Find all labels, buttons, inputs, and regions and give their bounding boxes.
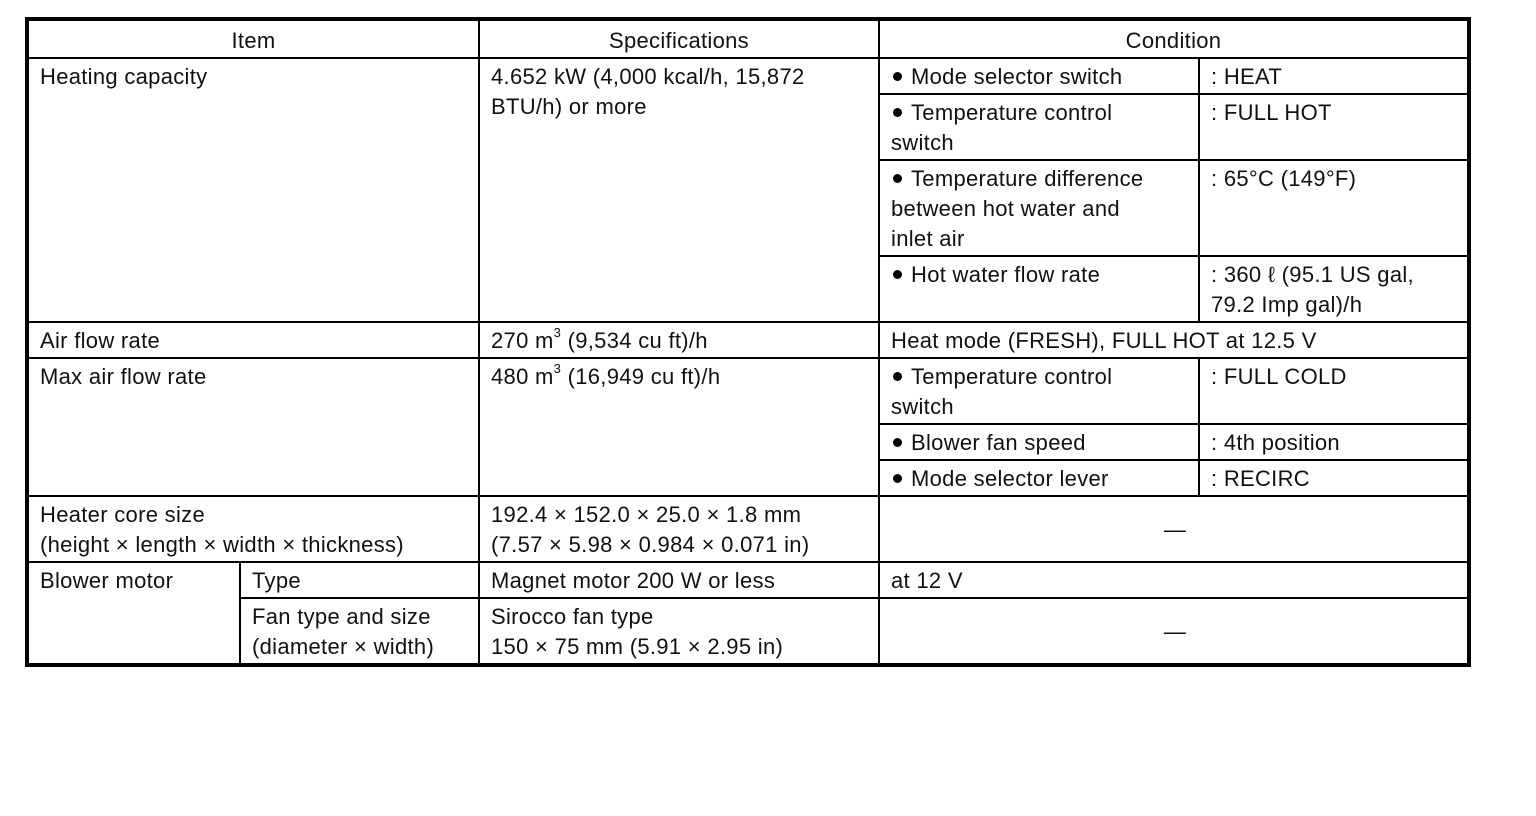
bullet-icon [893, 270, 902, 279]
table-row-heatercore [27, 496, 1469, 562]
maxairflow-item: Max air flow rate [27, 358, 479, 496]
condition-value: : 65°C (149°F) [1199, 160, 1469, 256]
maxairflow-spec: 480 $m^3$ (16,949 cu ft)/h [479, 358, 879, 496]
heating-spec [479, 58, 879, 322]
heating-spec-line2: BTU/h) or more [491, 94, 647, 119]
heating-spec-line1: 4.652 kW (4,000 kcal/h, 15,872 [491, 64, 805, 89]
condition-value: : FULL HOT [1199, 94, 1469, 160]
header-item: Item [27, 19, 479, 58]
heatercore-item: Heater core size (height × length × width × thickness) [27, 496, 479, 562]
condition-value: : HEAT [1199, 58, 1469, 94]
bullet-icon [893, 174, 902, 183]
condition-label: Mode selector lever [879, 460, 1199, 496]
condition-label: Hot water flow rate [879, 256, 1199, 322]
condition-value: : FULL COLD [1199, 358, 1469, 424]
blower-type-spec: Magnet motor 200 W or less [479, 562, 879, 598]
table-row-blower-type [27, 562, 1469, 598]
blower-fan-spec: Sirocco fan type 150 × 75 mm (5.91 × 2.95 in) [479, 598, 879, 665]
airflow-condition: Heat mode (FRESH), FULL HOT at 12.5 V [879, 322, 1469, 358]
airflow-item: Air flow rate [27, 322, 479, 358]
condition-value: : RECIRC [1199, 460, 1469, 496]
condition-label: Mode selector switch [879, 58, 1199, 94]
header-row [27, 19, 1469, 58]
bullet-icon [893, 72, 902, 81]
blower-fan-condition: — [879, 598, 1469, 665]
condition-label: Temperature difference between hot water and inlet air [879, 160, 1199, 256]
condition-value: : 360 ℓ (95.1 US gal, 79.2 Imp gal)/h [1199, 256, 1469, 322]
specification-table [25, 17, 1471, 667]
blower-fan-label: Fan type and size (diameter × width) [240, 598, 479, 665]
heatercore-spec: 192.4 × 152.0 × 25.0 × 1.8 mm (7.57 × 5.98 × 0.984 × 0.071 in) [479, 496, 879, 562]
table-row-heating [27, 58, 1469, 94]
condition-label: Temperature control switch [879, 94, 1199, 160]
table-row-maxairflow [27, 358, 1469, 424]
heating-item: Heating capacity [27, 58, 479, 322]
table-row-blower-fan [27, 598, 1469, 665]
header-specifications: Specifications [479, 19, 879, 58]
bullet-icon [893, 474, 902, 483]
table-row-airflow [27, 322, 1469, 358]
heatercore-condition: — [879, 496, 1469, 562]
header-condition: Condition [879, 19, 1469, 58]
bullet-icon [893, 372, 902, 381]
blower-type-condition: at 12 V [879, 562, 1469, 598]
blower-type-label: Type [240, 562, 479, 598]
bullet-icon [893, 438, 902, 447]
bullet-icon [893, 108, 902, 117]
condition-label: Blower fan speed [879, 424, 1199, 460]
airflow-spec: 270 $m^3$ (9,534 cu ft)/h [479, 322, 879, 358]
condition-label: Temperature control switch [879, 358, 1199, 424]
blower-item: Blower motor [27, 562, 240, 665]
condition-value: : 4th position [1199, 424, 1469, 460]
